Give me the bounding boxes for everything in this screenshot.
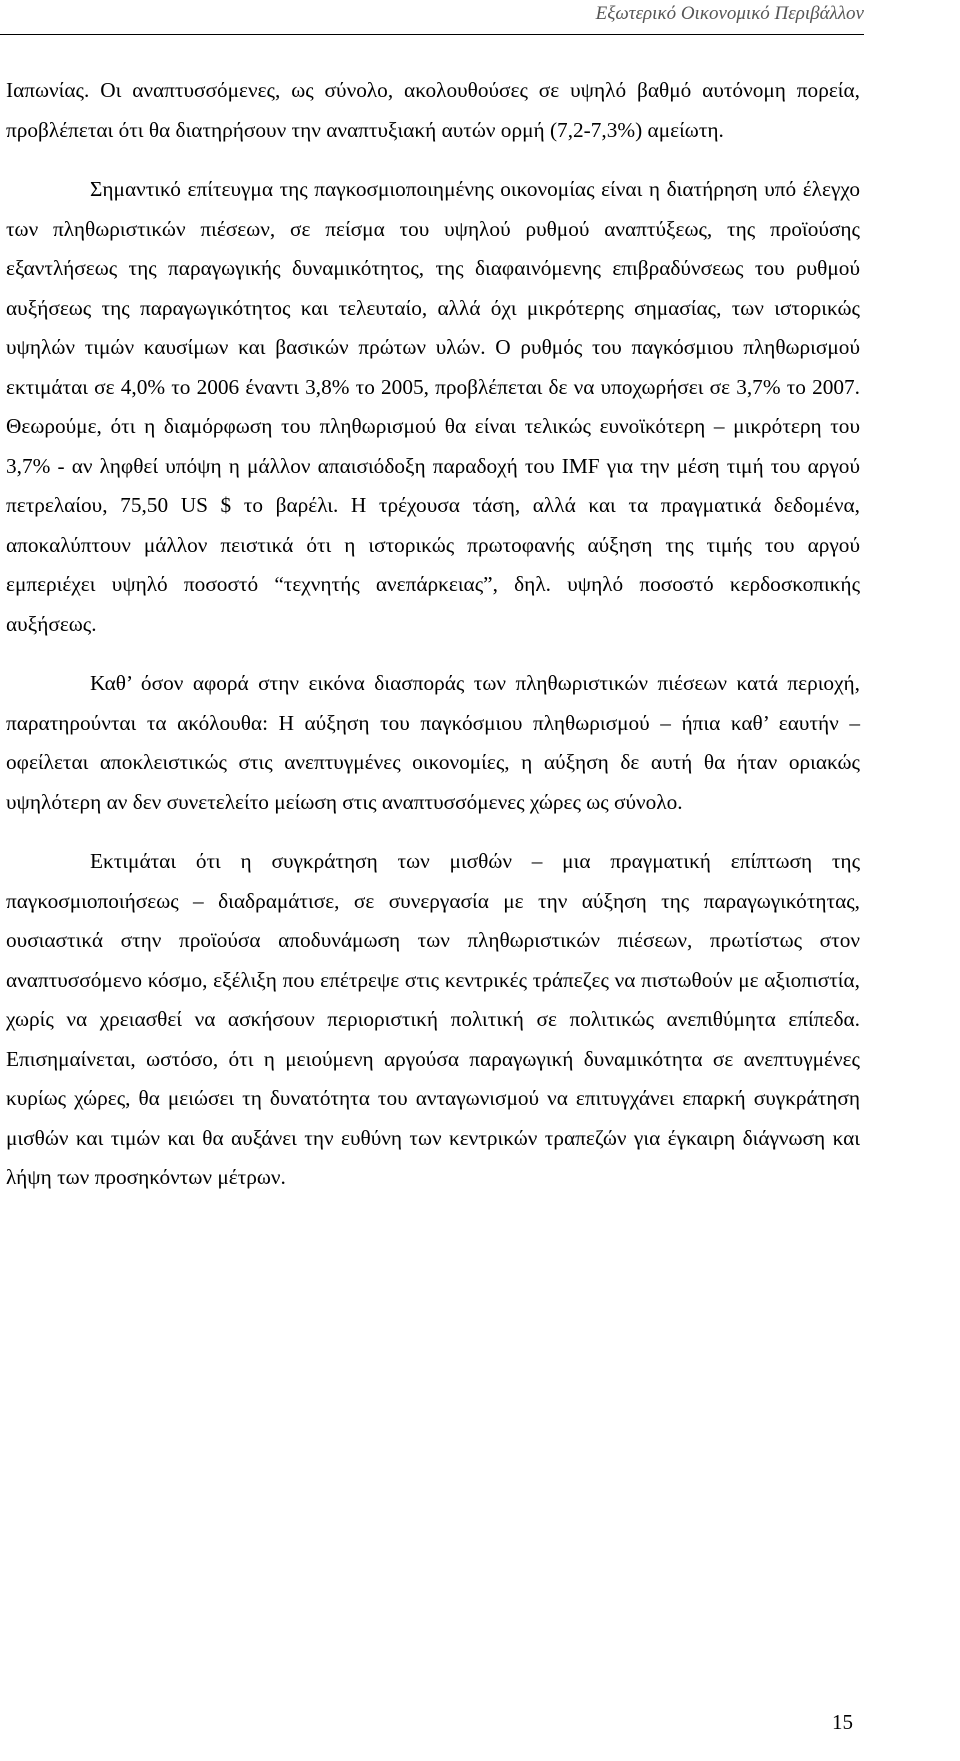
paragraph-3: Καθ’ όσον αφορά στην εικόνα διασποράς των πληθωριστικών πιέσεων κατά περιοχή, παρατηρούνται τα ακόλουθα: Η αύξηση του παγκόσμιου πληθωρισμού – ήπια καθ’ εαυτήν – οφείλεται αποκλειστικώς στις ανεπτυγμένες οικονομίες, η αύξηση δε αυτή θα ήταν οριακώς υψηλότερη αν δεν συνετελείτο μείωση στις αναπτυσσόμενες χώρες ως σύνολο. bbox=[6, 671, 860, 814]
running-header: Εξωτερικό Οικονομικό Περιβάλλον bbox=[595, 3, 864, 24]
paragraph-4: Εκτιμάται ότι η συγκράτηση των μισθών – μια πραγματική επίπτωση της παγκοσμιοποιήσεως – διαδραμάτισε, σε συνεργασία με την αύξηση της παραγωγικότητας, ουσιαστικά στην προϊούσα αποδυνάμωση των πληθωριστικών πιέσεων, πρωτίστως στον αναπτυσσόμενο κόσμο, εξέλιξη που επέτρεψε στις κεντρικές τράπεζες να πιστωθούν με αξιοπιστία, χωρίς να χρειασθεί να ασκήσουν περιοριστική πολιτική σε πολιτικώς ανεπιθύμητα επίπεδα. Επισημαίνεται, ωστόσο, ότι η μειούμενη αργούσα παραγωγική δυναμικότητα σε ανεπτυγμένες κυρίως χώρες, θα μειώσει τη δυνατότητα του ανταγωνισμού να επιτυγχάνει επαρκή συγκράτηση μισθών και τιμών και θα αυξάνει την ευθύνη των κεντρικών τραπεζών για έγκαιρη διάγνωση και λήψη των προσηκόντων μέτρων. bbox=[6, 849, 860, 1189]
paragraph-2: Σημαντικό επίτευγμα της παγκοσμιοποιημένης οικονομίας είναι η διατήρηση υπό έλεγχο των πληθωριστικών πιέσεων, σε πείσμα του υψηλού ρυθμού αναπτύξεως, της προϊούσης εξαντλήσεως της παραγωγικής δυναμικότητος, της διαφαινόμενης επιβραδύνσεως του ρυθμού αυξήσεως της παραγωγικότητος και τελευταίο, αλλά όχι μικρότερης σημασίας, των ιστορικώς υψηλών τιμών καυσίμων και βασικών πρώτων υλών. Ο ρυθμός του παγκόσμιου πληθωρισμού εκτιμάται σε 4,0% το 2006 έναντι 3,8% το 2005, προβλέπεται δε να υποχωρήσει σε 3,7% το 2007. Θεωρούμε, ότι η διαμόρφωση του πληθωρισμού θα είναι τελικώς ευνοϊκότερη – μικρότερη του 3,7% - αν ληφθεί υπόψη η μάλλον απαισιόδοξη παραδοχή του IMF για την μέση τιμή του αργού πετρελαίου, 75,50 US $ το βαρέλι. Η τρέχουσα τάση, αλλά και τα πραγματικά δεδομένα, αποκαλύπτουν μάλλον πειστικά ότι η ιστορικώς πρωτοφανής αύξηση της τιμής του αργού εμπεριέχει υψηλό ποσοστό “τεχνητής ανεπάρκειας”, δηλ. υψηλό ποσοστό κερδοσκοπικής αυξήσεως. bbox=[6, 177, 860, 636]
document-body bbox=[6, 71, 860, 1198]
page-number: 15 bbox=[832, 1710, 853, 1734]
header-rule bbox=[0, 34, 864, 35]
paragraph-1: Ιαπωνίας. Οι αναπτυσσόμενες, ως σύνολο, ακολουθούσες σε υψηλό βαθμό αυτόνομη πορεία, προβλέπεται ότι θα διατηρήσουν την αναπτυξιακή αυτών ορμή (7,2-7,3%) αμείωτη. bbox=[6, 78, 860, 142]
